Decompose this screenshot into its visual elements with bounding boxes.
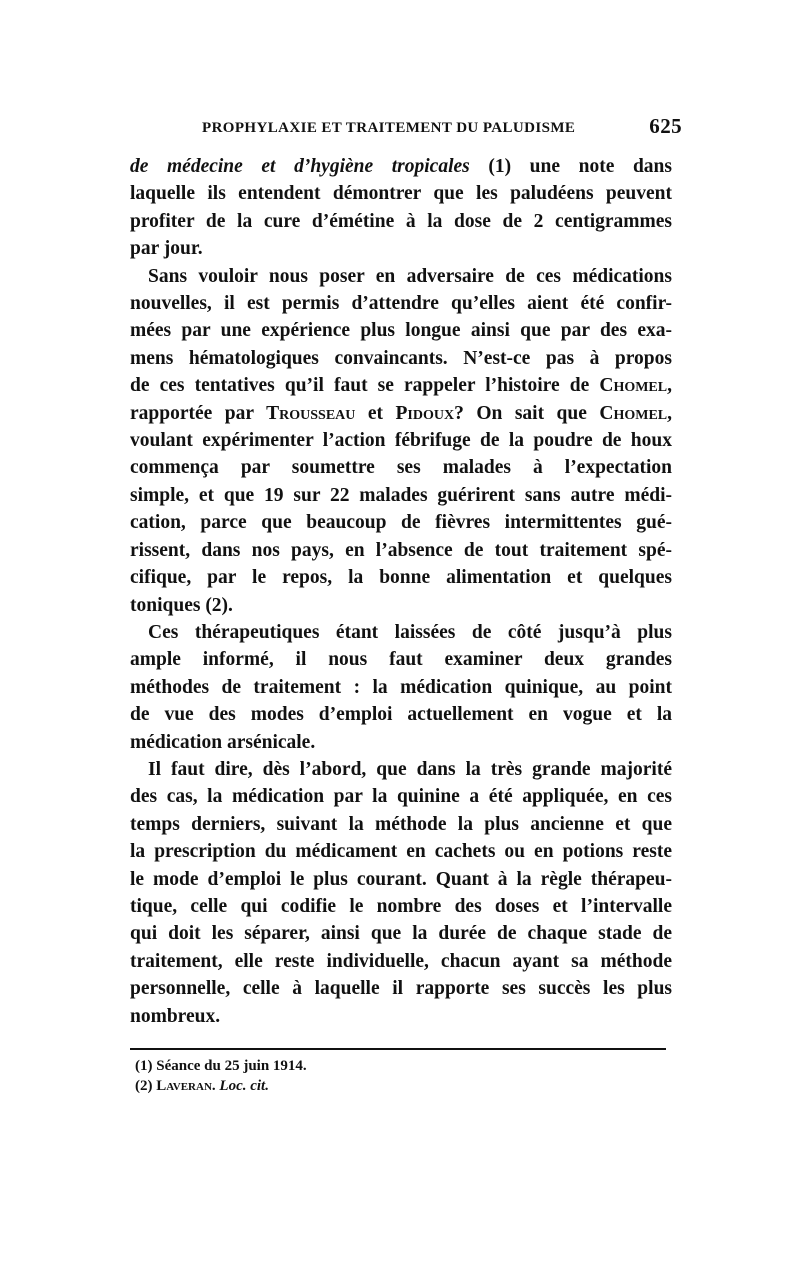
text-line: mées par une expérience plus longue ainsi que par des exa-: [130, 320, 672, 342]
text-line: des cas, la médication par la quinine a été appliquée, en ces: [130, 786, 672, 808]
text-line: Il faut dire, dès l’abord, que dans la très grande majorité: [148, 758, 672, 780]
text-line: la prescription du médicament en cachets ou en potions reste: [130, 841, 672, 863]
text-line: nouvelles, il est permis d’attendre qu’elles aient été confir-: [130, 293, 672, 315]
text-line: simple, et que 19 sur 22 malades guérirent sans autre médi-: [130, 484, 672, 506]
text-line: voulant expérimenter l’action fébrifuge de la poudre de houx: [130, 430, 672, 452]
text-line: cation, parce que beaucoup de fièvres intermittentes gué-: [130, 512, 672, 534]
text-line: ample informé, il nous faut examiner deux grandes: [130, 649, 672, 671]
paragraph: [130, 619, 672, 756]
text-line: commença par soumettre ses malades à l’expectation: [130, 457, 672, 479]
body-text: [130, 153, 672, 1030]
paragraph: [130, 756, 672, 1030]
running-head: [130, 114, 682, 144]
text-line: personnelle, celle à laquelle il rapporte ses succès les plus: [130, 978, 672, 1000]
text-line: rissent, dans nos pays, en l’absence de tout traitement spé-: [130, 539, 672, 561]
text-line: tique, celle qui codifie le nombre des doses et l’intervalle: [130, 895, 672, 917]
paragraph: [130, 263, 672, 619]
text-line: profiter de la cure d’émétine à la dose de 2 centigrammes: [130, 210, 672, 232]
text-line: de médecine et d’hygiène tropicales (1) une note dans: [130, 156, 672, 177]
text-line: mens hématologiques convaincants. N’est-ce pas à propos: [130, 347, 672, 369]
text-line: méthodes de traitement : la médication quinique, au point: [130, 676, 672, 698]
text-line: le mode d’emploi le plus courant. Quant à la règle thérapeu-: [130, 868, 672, 890]
text-line: laquelle ils entendent démontrer que les paludéens peuvent: [130, 183, 672, 205]
text-line: toniques (2).: [130, 594, 233, 616]
footnote: (1) Séance du 25 juin 1914.: [135, 1058, 307, 1074]
page-number: 625: [649, 114, 682, 138]
text-line: médication arsénicale.: [130, 731, 316, 753]
running-head-title: PROPHYLAXIE ET TRAITEMENT DU PALUDISME: [202, 120, 576, 136]
text-line: rapportée par Trousseau et Pidoux? On sait que Chomel,: [130, 402, 673, 424]
text-line: traitement, elle reste individuelle, chacun ayant sa méthode: [130, 950, 672, 972]
text-line: qui doit les séparer, ainsi que la durée de chaque stade de: [130, 923, 672, 945]
footnotes: [135, 1056, 655, 1096]
footnote-rule: [130, 1048, 666, 1050]
text-line: nombreux.: [130, 1005, 221, 1027]
footnote: (2) Laveran. Loc. cit.: [135, 1078, 269, 1094]
text-line: de vue des modes d’emploi actuellement en vogue et la: [130, 704, 672, 726]
text-line: Sans vouloir nous poser en adversaire de ces médications: [148, 265, 672, 287]
text-line: par jour.: [130, 238, 203, 260]
text-line: temps derniers, suivant la méthode la plus ancienne et que: [130, 813, 672, 835]
paragraph: [130, 153, 672, 263]
text-line: de ces tentatives qu’il faut se rappeler l’histoire de Chomel,: [130, 375, 672, 397]
text-line: Ces thérapeutiques étant laissées de côté jusqu’à plus: [148, 621, 672, 643]
text-line: cifique, par le repos, la bonne alimentation et quelques: [130, 567, 672, 589]
